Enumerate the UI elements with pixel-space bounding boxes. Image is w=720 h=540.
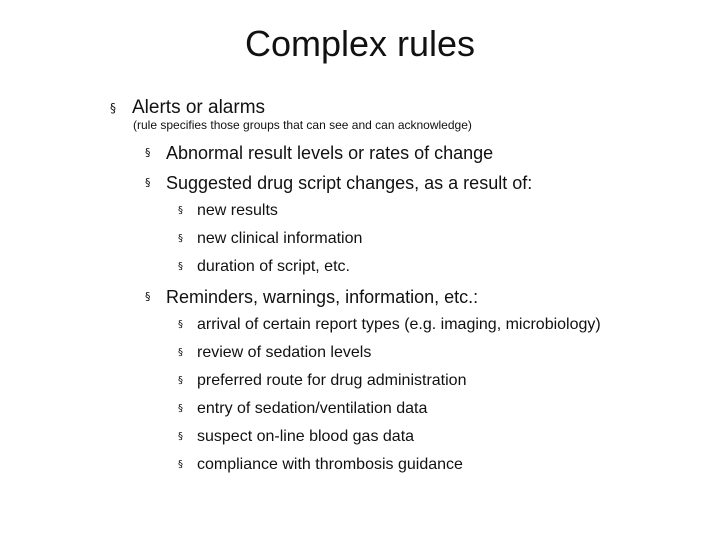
bullet-icon: § — [178, 233, 183, 244]
bullet-text: review of sedation levels — [197, 344, 372, 361]
bullet-text: Reminders, warnings, information, etc.: — [166, 287, 479, 307]
rule-note: (rule specifies those groups that can see and can acknowledge) — [133, 118, 472, 132]
bullet-icon: § — [178, 347, 183, 358]
bullet-icon: § — [145, 176, 151, 189]
bullet-text: compliance with thrombosis guidance — [197, 456, 463, 473]
bullet-text: suspect on-line blood gas data — [197, 428, 415, 445]
bullet-icon: § — [145, 290, 151, 303]
bullet-icon: § — [145, 146, 151, 159]
bullet-text: new clinical information — [197, 230, 363, 247]
bullet-text: arrival of certain report types (e.g. imaging, microbiology) — [197, 316, 601, 333]
bullet-icon: § — [178, 261, 183, 272]
bullet-text: preferred route for drug administration — [197, 372, 467, 389]
bullet-text: Suggested drug script changes, as a result of: — [166, 173, 533, 193]
bullet-text: entry of sedation/ventilation data — [197, 400, 428, 417]
bullet-icon: § — [178, 403, 183, 414]
slide-title: Complex rules — [244, 23, 476, 64]
bullet-text: new results — [197, 202, 278, 219]
bullet-text: Abnormal result levels or rates of change — [166, 143, 494, 163]
bullet-icon: § — [178, 459, 183, 470]
bullet-icon: § — [178, 205, 183, 216]
bullet-text: duration of script, etc. — [197, 258, 350, 275]
bullet-icon: § — [178, 319, 183, 330]
bullet-icon: § — [110, 101, 116, 115]
bullet-icon: § — [178, 375, 183, 386]
bullet-icon: § — [178, 431, 183, 442]
bullet-text: Alerts or alarms — [132, 97, 266, 118]
